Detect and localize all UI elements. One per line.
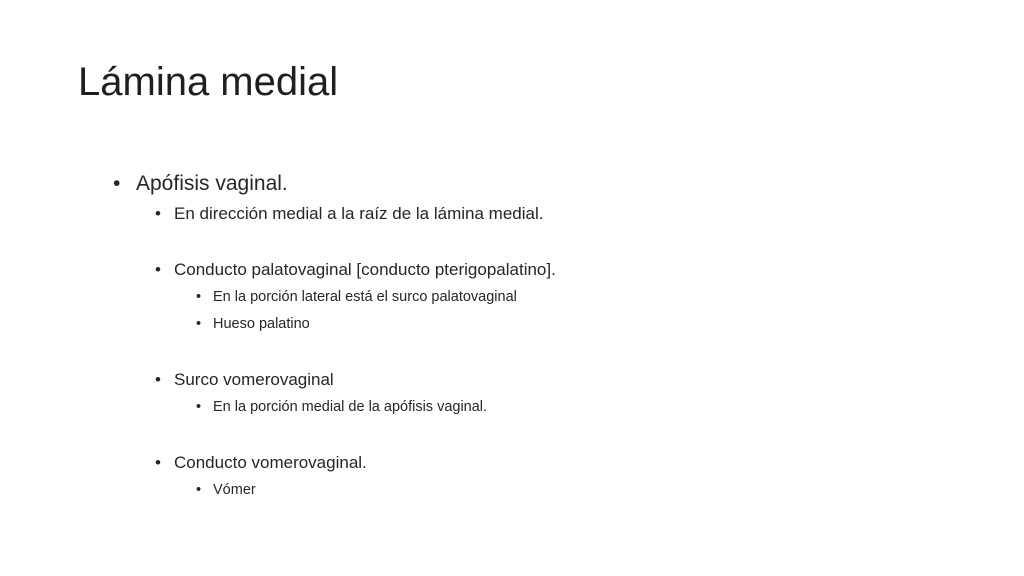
bullet-text: Conducto palatovaginal [conducto pterigopalatino]. [174, 260, 556, 279]
bullet-text: Conducto vomerovaginal. [174, 453, 367, 472]
bullet-glyph: • [196, 316, 202, 332]
bullet-glyph: • [196, 289, 202, 305]
bullet-text: Apófisis vaginal. [136, 172, 288, 195]
bullet-text: Vómer [213, 482, 256, 498]
bullet-glyph: • [155, 204, 161, 223]
bullet-glyph: • [113, 172, 121, 195]
bullet-glyph: • [155, 453, 161, 472]
slide-title: Lámina medial [78, 60, 339, 104]
bullet-glyph: • [155, 370, 161, 389]
bullet-text: En dirección medial a la raíz de la lámina medial. [174, 204, 544, 223]
bullet-text: Hueso palatino [213, 316, 310, 332]
bullet-text: En la porción lateral está el surco palatovaginal [213, 289, 517, 305]
bullet-glyph: • [196, 482, 202, 498]
bullet-text: En la porción medial de la apófisis vaginal. [213, 399, 488, 415]
bullet-glyph: • [196, 399, 202, 415]
bullet-text: Surco vomerovaginal [174, 370, 334, 389]
bullet-glyph: • [155, 260, 161, 279]
